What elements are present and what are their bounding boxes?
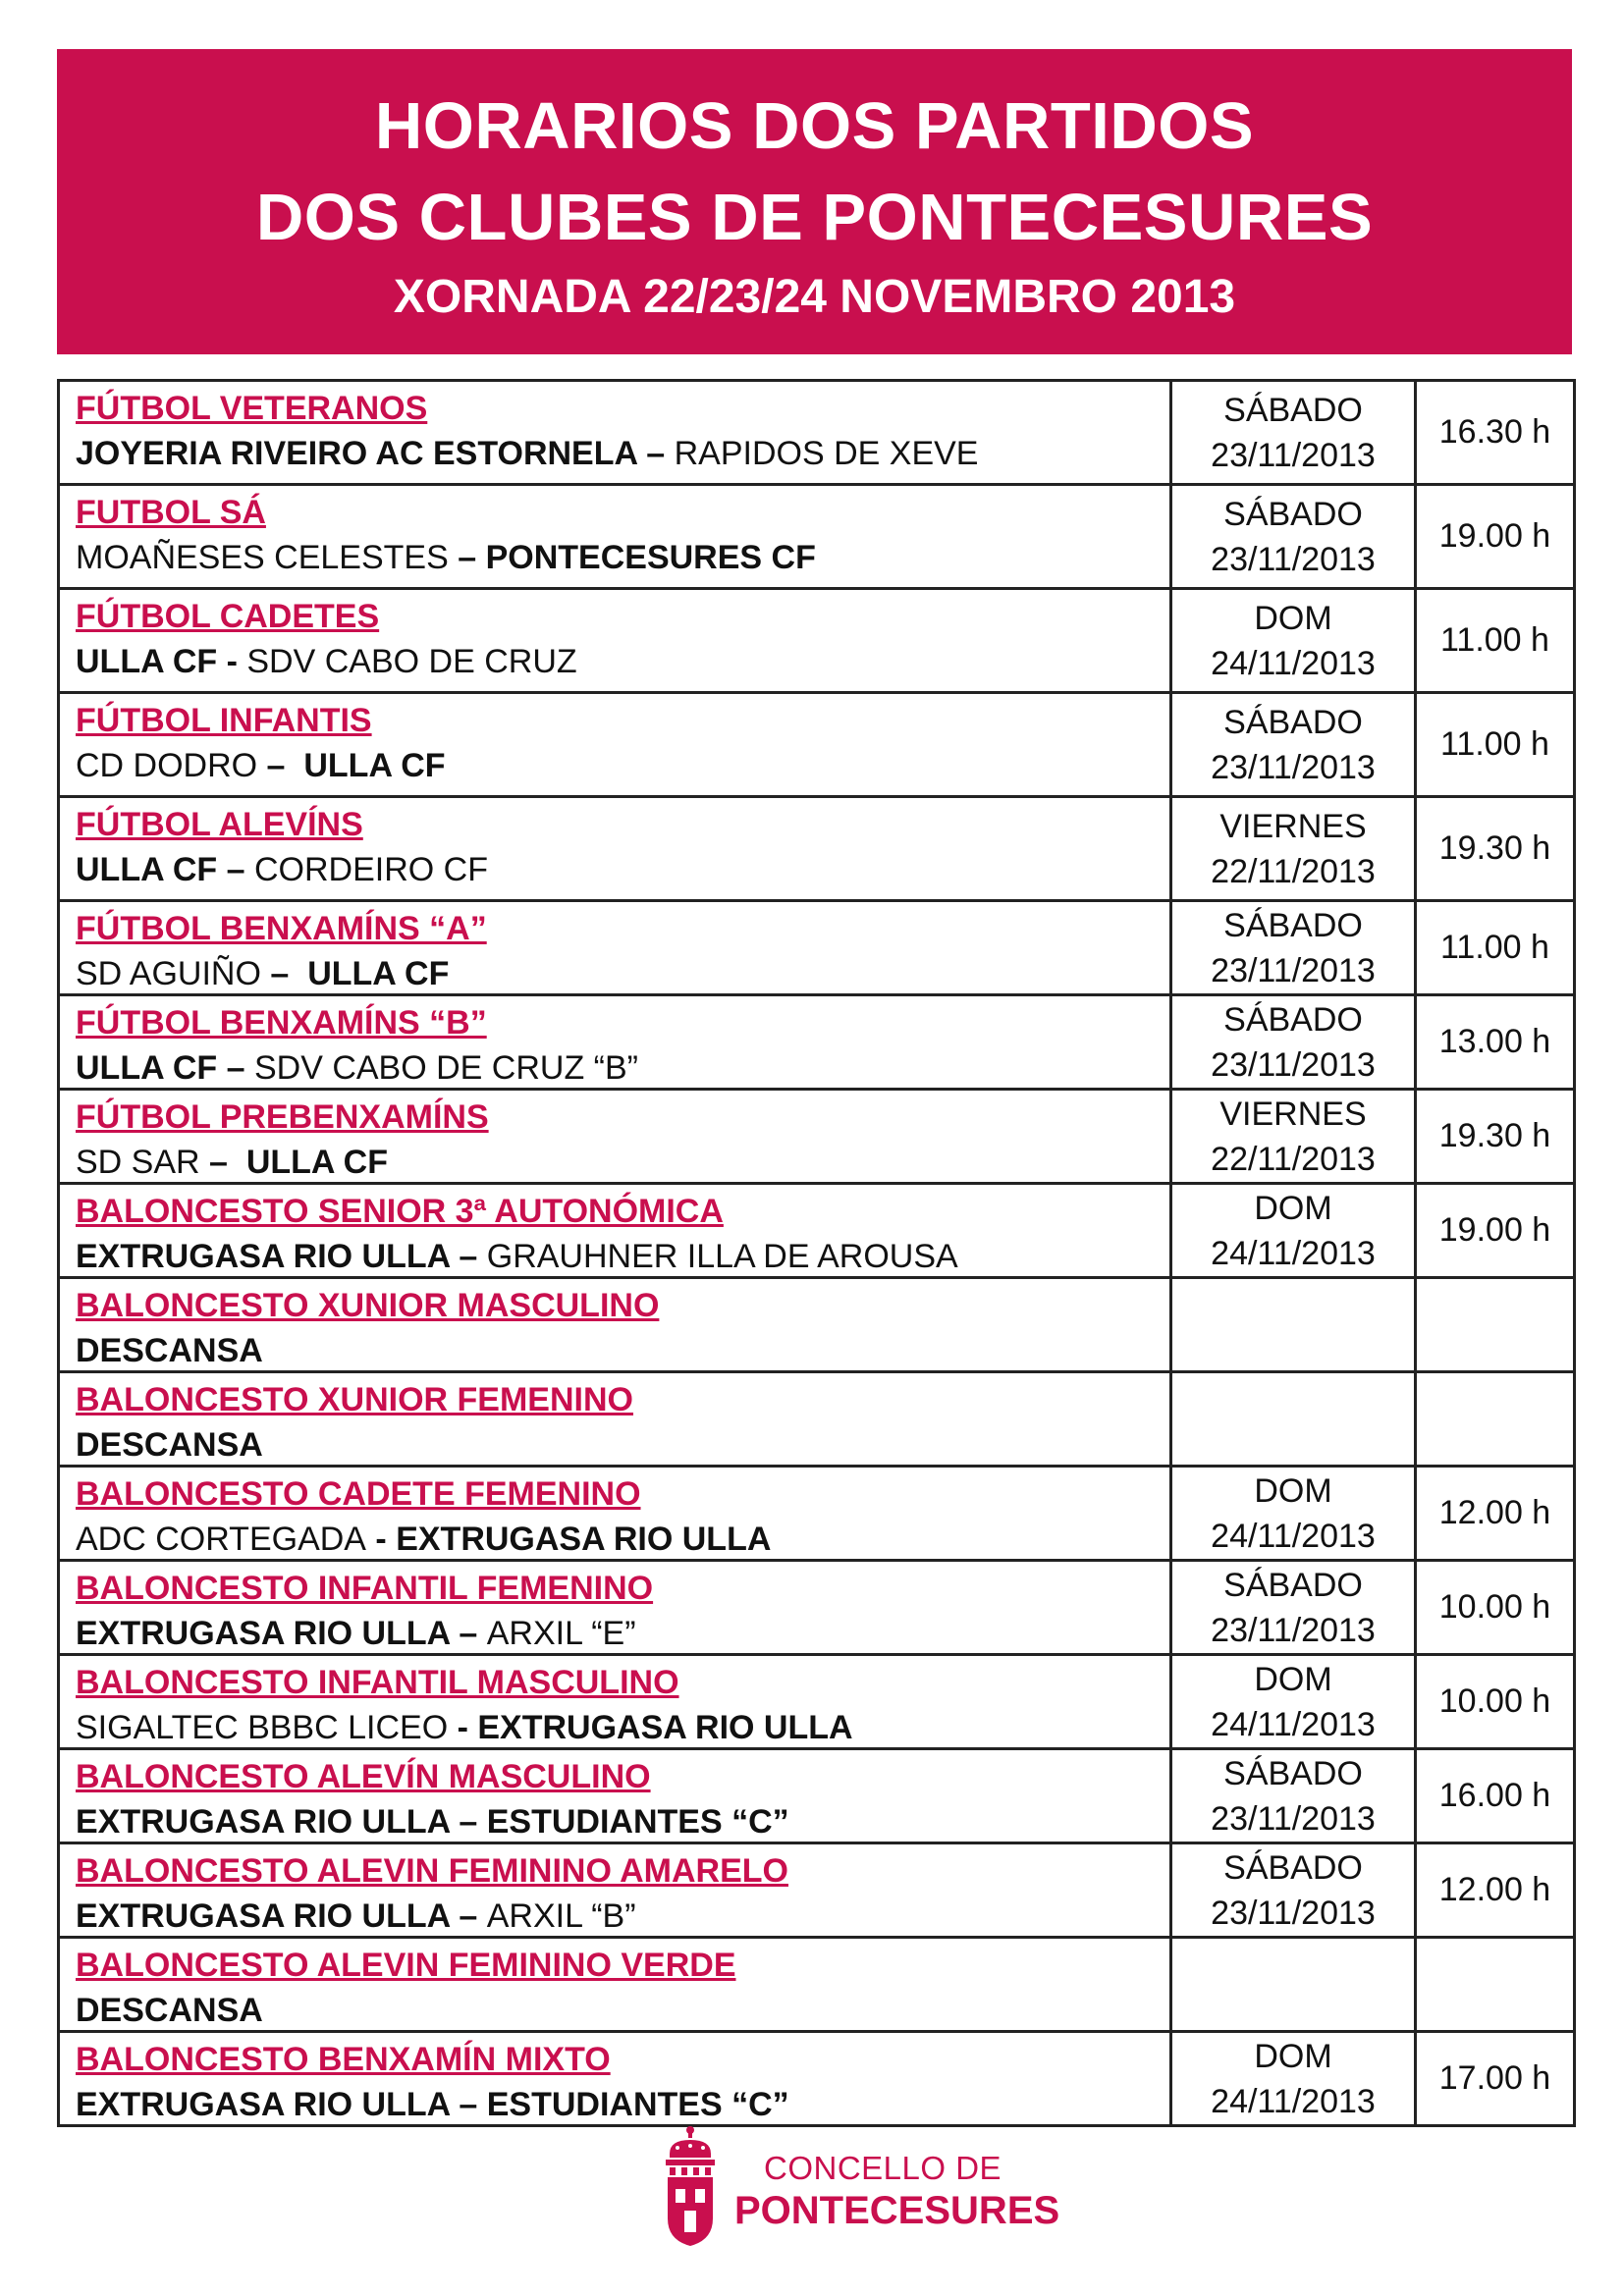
table-row — [60, 1750, 1573, 1844]
match-time: 12.00 h — [1438, 1871, 1551, 1908]
header-banner — [57, 49, 1572, 354]
team-separator: – — [636, 435, 675, 472]
category-label: FÚTBOL BENXAMÍNS “B” — [76, 1004, 487, 1041]
match-teams — [76, 1988, 1169, 2033]
away-team: ULLA CF — [245, 1144, 388, 1181]
match-cell — [60, 590, 1172, 691]
match-day: SÁBADO — [1223, 495, 1363, 533]
date-cell — [1172, 1279, 1417, 1370]
category-label: FÚTBOL INFANTIS — [76, 702, 372, 739]
table-row — [60, 1185, 1573, 1279]
category-label: FÚTBOL ALEVÍNS — [76, 806, 363, 843]
match-cell — [60, 1468, 1172, 1559]
team-separator: - — [365, 1521, 397, 1558]
match-cell — [60, 1185, 1172, 1276]
match-cell — [60, 1373, 1172, 1465]
team-separator: – — [449, 1615, 487, 1652]
home-team: EXTRUGASA RIO ULLA — [76, 1897, 450, 1935]
category-label: FÚTBOL PREBENXAMÍNS — [76, 1098, 489, 1136]
logo-text-line-2: PONTECESURES — [734, 2189, 1060, 2232]
match-day: SÁBADO — [1223, 1566, 1363, 1604]
team-separator: – — [257, 747, 304, 784]
match-date: 23/11/2013 — [1211, 748, 1376, 786]
category-label: BALONCESTO INFANTIL MASCULINO — [76, 1664, 679, 1701]
match-cell — [60, 382, 1172, 483]
match-date: 24/11/2013 — [1211, 1234, 1376, 1272]
team-separator: - — [448, 1709, 478, 1746]
date-cell — [1172, 590, 1417, 691]
subtitle-date: XORNADA 22/23/24 NOVEMBRO 2013 — [393, 271, 1236, 323]
team-separator: – — [217, 1049, 254, 1087]
date-cell — [1172, 1562, 1417, 1653]
home-team: DESCANSA — [76, 1992, 263, 2029]
category-label: BALONCESTO ALEVÍN MASCULINO — [76, 1758, 651, 1795]
table-row — [60, 1656, 1573, 1750]
match-day: VIERNES — [1219, 807, 1367, 845]
match-time: 19.30 h — [1438, 1117, 1551, 1154]
match-date: 23/11/2013 — [1211, 951, 1376, 989]
team-separator: – — [449, 1897, 487, 1935]
category-label: FÚTBOL CADETES — [76, 598, 380, 635]
away-team: EXTRUGASA RIO ULLA — [477, 1709, 853, 1746]
match-date: 22/11/2013 — [1211, 1140, 1376, 1178]
match-cell — [60, 1562, 1172, 1653]
match-day: DOM — [1254, 1471, 1332, 1510]
match-time — [1417, 1373, 1573, 1465]
schedule-table — [57, 379, 1576, 2127]
category-label: BALONCESTO ALEVIN FEMININO AMARELO — [76, 1852, 788, 1890]
match-time: 17.00 h — [1438, 2059, 1551, 2097]
away-team: SDV CABO DE CRUZ “B” — [253, 1049, 639, 1087]
match-teams — [76, 2082, 1169, 2127]
match-cell — [60, 798, 1172, 899]
match-time: 19.00 h — [1438, 517, 1551, 555]
table-row — [60, 996, 1573, 1091]
match-day: SÁBADO — [1223, 703, 1363, 741]
match-time: 19.30 h — [1438, 829, 1551, 867]
match-date: 22/11/2013 — [1211, 852, 1376, 890]
category-label: BALONCESTO XUNIOR MASCULINO — [76, 1287, 660, 1324]
match-time: 19.00 h — [1438, 1211, 1551, 1249]
away-team: EXTRUGASA RIO ULLA — [396, 1521, 772, 1558]
concello-logo — [656, 2120, 1060, 2248]
date-cell — [1172, 1750, 1417, 1842]
table-row — [60, 486, 1573, 590]
match-teams — [76, 743, 1169, 788]
category-label: FÚTBOL VETERANOS — [76, 390, 428, 427]
date-cell — [1172, 1468, 1417, 1559]
team-separator: – — [199, 1144, 246, 1181]
match-cell — [60, 1279, 1172, 1370]
match-day: SÁBADO — [1223, 391, 1363, 429]
match-day: SÁBADO — [1223, 1848, 1363, 1887]
date-cell — [1172, 1091, 1417, 1182]
date-cell — [1172, 2033, 1417, 2124]
match-teams — [76, 1422, 1169, 1468]
home-team: SIGALTEC BBBC LICEO — [76, 1709, 449, 1746]
match-teams — [76, 1611, 1169, 1656]
match-cell — [60, 902, 1172, 993]
match-date: 24/11/2013 — [1211, 2082, 1376, 2120]
away-team: ULLA CF — [303, 747, 446, 784]
date-cell — [1172, 1373, 1417, 1465]
date-cell — [1172, 382, 1417, 483]
table-row — [60, 1939, 1573, 2033]
match-time: 10.00 h — [1438, 1682, 1551, 1720]
date-cell — [1172, 486, 1417, 587]
match-cell — [60, 694, 1172, 795]
match-teams — [76, 431, 1169, 476]
match-time: 13.00 h — [1438, 1023, 1551, 1060]
table-row — [60, 902, 1573, 996]
match-date: 24/11/2013 — [1211, 644, 1376, 682]
table-row — [60, 1279, 1573, 1373]
category-label: BALONCESTO XUNIOR FEMENINO — [76, 1381, 633, 1418]
match-cell — [60, 1656, 1172, 1747]
away-team: RAPIDOS DE XEVE — [674, 435, 979, 472]
date-cell — [1172, 1844, 1417, 1936]
home-team: ADC CORTEGADA — [76, 1521, 366, 1558]
away-team: ULLA CF — [307, 955, 450, 992]
away-team: SDV CABO DE CRUZ — [246, 643, 577, 680]
home-team: EXTRUGASA RIO ULLA — [76, 1615, 450, 1652]
table-row — [60, 590, 1573, 694]
match-day: DOM — [1254, 1189, 1332, 1227]
title-line-2: DOS CLUBES DE PONTECESURES — [255, 181, 1374, 254]
home-team: EXTRUGASA RIO ULLA – ESTUDIANTES “C” — [76, 2086, 789, 2123]
match-date: 24/11/2013 — [1211, 1517, 1376, 1555]
match-teams — [76, 1234, 1169, 1279]
category-label: BALONCESTO CADETE FEMENINO — [76, 1475, 641, 1513]
team-separator: – — [449, 1238, 487, 1275]
match-date: 23/11/2013 — [1211, 436, 1376, 474]
table-row — [60, 1373, 1573, 1468]
date-cell — [1172, 1185, 1417, 1276]
match-day: DOM — [1254, 1660, 1332, 1698]
match-teams — [76, 1894, 1169, 1939]
match-day: SÁBADO — [1223, 1000, 1363, 1039]
match-time — [1417, 1939, 1573, 2030]
away-team: GRAUHNER ILLA DE AROUSA — [486, 1238, 958, 1275]
match-teams — [76, 1705, 1169, 1750]
date-cell — [1172, 1656, 1417, 1747]
match-time: 12.00 h — [1438, 1494, 1551, 1531]
match-teams — [76, 1517, 1169, 1562]
match-day: SÁBADO — [1223, 1754, 1363, 1792]
match-teams — [76, 951, 1169, 996]
match-time: 11.00 h — [1440, 725, 1549, 763]
category-label: BALONCESTO INFANTIL FEMENINO — [76, 1570, 654, 1607]
match-teams — [76, 847, 1169, 892]
table-row — [60, 1562, 1573, 1656]
match-cell — [60, 2033, 1172, 2124]
match-day: DOM — [1254, 2037, 1332, 2075]
logo-text-line-1: CONCELLO DE — [764, 2150, 1002, 2186]
table-row — [60, 382, 1573, 486]
match-teams — [76, 1799, 1169, 1844]
home-team: CD DODRO — [76, 747, 258, 784]
date-cell — [1172, 798, 1417, 899]
match-date: 24/11/2013 — [1211, 1705, 1376, 1743]
match-date: 23/11/2013 — [1211, 540, 1376, 578]
category-label: BALONCESTO BENXAMÍN MIXTO — [76, 2041, 611, 2078]
match-date: 23/11/2013 — [1211, 1045, 1376, 1084]
away-team: CORDEIRO CF — [253, 851, 488, 888]
title-line-1: HORARIOS DOS PARTIDOS — [374, 89, 1255, 163]
home-team: EXTRUGASA RIO ULLA – ESTUDIANTES “C” — [76, 1803, 789, 1841]
match-date: 23/11/2013 — [1211, 1611, 1376, 1649]
home-team: ULLA CF — [76, 643, 218, 680]
team-separator: – — [448, 539, 486, 576]
home-team: MOAÑESES CELESTES — [76, 539, 449, 576]
match-date: 23/11/2013 — [1211, 1799, 1376, 1838]
date-cell — [1172, 1939, 1417, 2030]
match-teams — [76, 1328, 1169, 1373]
match-cell — [60, 486, 1172, 587]
table-row — [60, 2033, 1573, 2127]
away-team: ARXIL “B” — [486, 1897, 636, 1935]
match-time: 11.00 h — [1440, 929, 1549, 966]
home-team: JOYERIA RIVEIRO AC ESTORNELA — [76, 435, 637, 472]
match-cell — [60, 1750, 1172, 1842]
match-teams — [76, 1140, 1169, 1185]
home-team: DESCANSA — [76, 1332, 263, 1369]
match-time: 10.00 h — [1438, 1588, 1551, 1626]
date-cell — [1172, 996, 1417, 1088]
match-time: 16.30 h — [1438, 413, 1551, 451]
date-cell — [1172, 694, 1417, 795]
match-teams — [76, 1045, 1169, 1091]
home-team: SD SAR — [76, 1144, 200, 1181]
match-date: 23/11/2013 — [1211, 1894, 1376, 1932]
match-teams — [76, 639, 1169, 684]
team-separator: - — [217, 643, 247, 680]
match-cell — [60, 1939, 1172, 2030]
table-row — [60, 798, 1573, 902]
away-team: ARXIL “E” — [486, 1615, 636, 1652]
date-cell — [1172, 902, 1417, 993]
away-team: PONTECESURES CF — [485, 539, 816, 576]
category-label: BALONCESTO ALEVIN FEMININO VERDE — [76, 1947, 736, 1984]
match-cell — [60, 996, 1172, 1088]
match-day: VIERNES — [1219, 1095, 1367, 1133]
team-separator: – — [260, 955, 308, 992]
home-team: ULLA CF — [76, 851, 218, 888]
table-row — [60, 1091, 1573, 1185]
match-time — [1417, 1279, 1573, 1370]
match-day: SÁBADO — [1223, 906, 1363, 944]
team-separator: – — [217, 851, 254, 888]
crest-icon — [656, 2120, 725, 2248]
match-cell — [60, 1091, 1172, 1182]
match-teams — [76, 535, 1169, 580]
home-team: ULLA CF — [76, 1049, 218, 1087]
home-team: DESCANSA — [76, 1426, 263, 1464]
match-day: DOM — [1254, 599, 1332, 637]
table-row — [60, 694, 1573, 798]
home-team: EXTRUGASA RIO ULLA — [76, 1238, 450, 1275]
home-team: SD AGUIÑO — [76, 955, 261, 992]
match-cell — [60, 1844, 1172, 1936]
category-label: BALONCESTO SENIOR 3ª AUTONÓMICA — [76, 1193, 724, 1230]
match-time: 16.00 h — [1438, 1777, 1551, 1814]
category-label: FUTBOL SÁ — [76, 494, 266, 531]
category-label: FÚTBOL BENXAMÍNS “A” — [76, 910, 487, 947]
table-row — [60, 1468, 1573, 1562]
table-row — [60, 1844, 1573, 1939]
match-time: 11.00 h — [1440, 621, 1549, 659]
